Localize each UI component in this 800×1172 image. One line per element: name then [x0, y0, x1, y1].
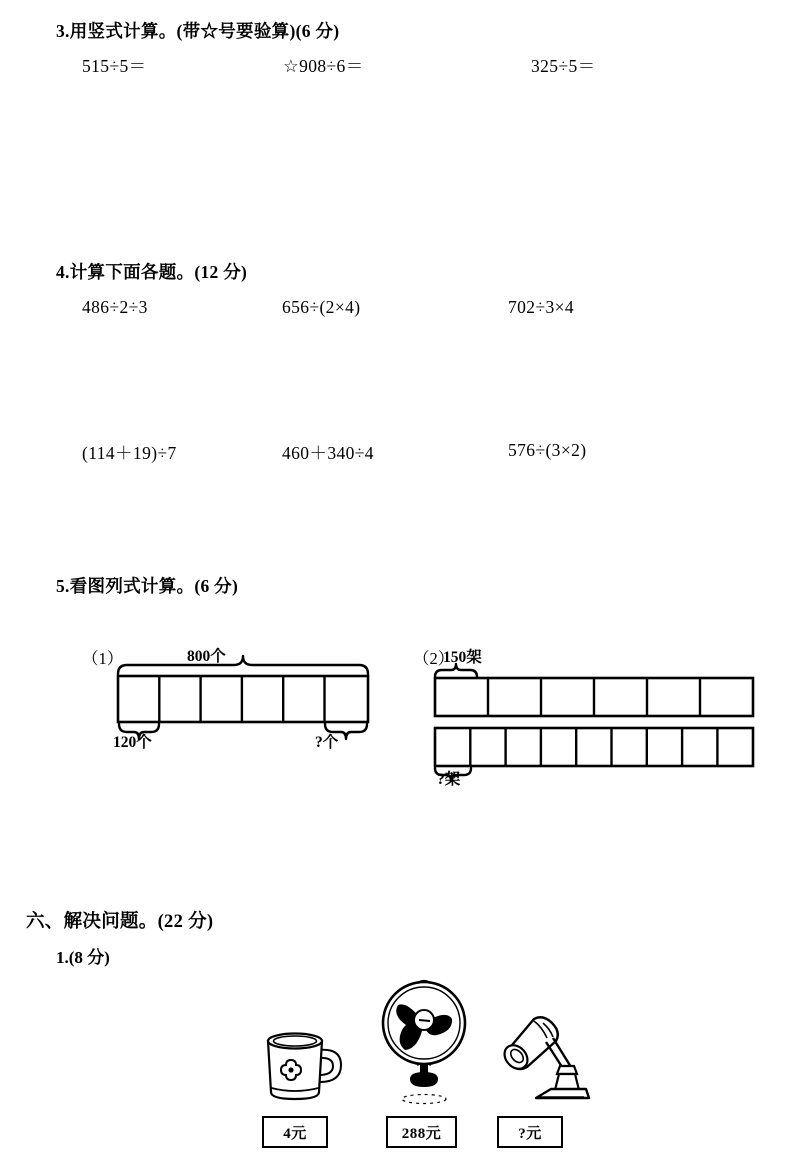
figure-1-total-label: 800个: [187, 648, 226, 665]
section-6-item-1-heading: 1.(8 分): [56, 948, 110, 967]
question-5-heading: 5.看图列式计算。(6 分): [56, 576, 239, 596]
figure-2-bottom-bar-outline: [435, 728, 753, 766]
figure-2-label: （2）: [413, 649, 455, 668]
figure-2-bar-model: [432, 660, 762, 790]
mug-icon: [252, 1028, 352, 1108]
mug-price-tag: [262, 1116, 328, 1148]
q3-expression-3: 325÷5＝: [531, 56, 596, 76]
figure-1-unknown-label: ?个: [315, 734, 339, 751]
q4-expression-2: 656÷(2×4): [282, 297, 361, 317]
figure-2-top-label: 150架: [443, 649, 482, 666]
lamp-price-text: ?元: [518, 1125, 542, 1142]
lamp-price-tag: [497, 1116, 563, 1148]
figure-1-top-brace: [118, 656, 368, 674]
q3-expression-1: 515÷5＝: [82, 56, 147, 76]
figure-2-unknown-label: ?架: [437, 771, 461, 788]
question-3-heading: 3.用竖式计算。(带☆号要验算)(6 分): [56, 21, 340, 41]
q3-expression-2: ☆908÷6＝: [283, 56, 364, 76]
q4-expression-4: (114＋19)÷7: [82, 443, 177, 463]
q4-expression-6: 576÷(3×2): [508, 440, 587, 460]
fan-icon: [374, 978, 474, 1108]
lamp-icon: [494, 1010, 594, 1110]
q4-expression-5: 460＋340÷4: [282, 443, 374, 463]
question-4-heading: 4.计算下面各题。(12 分): [56, 262, 248, 282]
figure-1-bar-model: [110, 640, 390, 760]
figure-1-part-label: 120个: [113, 734, 152, 751]
section-6-heading: 六、解决问题。(22 分): [26, 912, 214, 932]
figure-2-top-brace: [435, 664, 477, 677]
q4-expression-1: 486÷2÷3: [82, 297, 148, 317]
fan-price-text: 288元: [401, 1125, 442, 1142]
mug-price-text: 4元: [283, 1125, 307, 1142]
fan-price-tag: [386, 1116, 457, 1148]
figure-1-label: （1）: [82, 649, 124, 668]
q4-expression-3: 702÷3×4: [508, 297, 575, 317]
